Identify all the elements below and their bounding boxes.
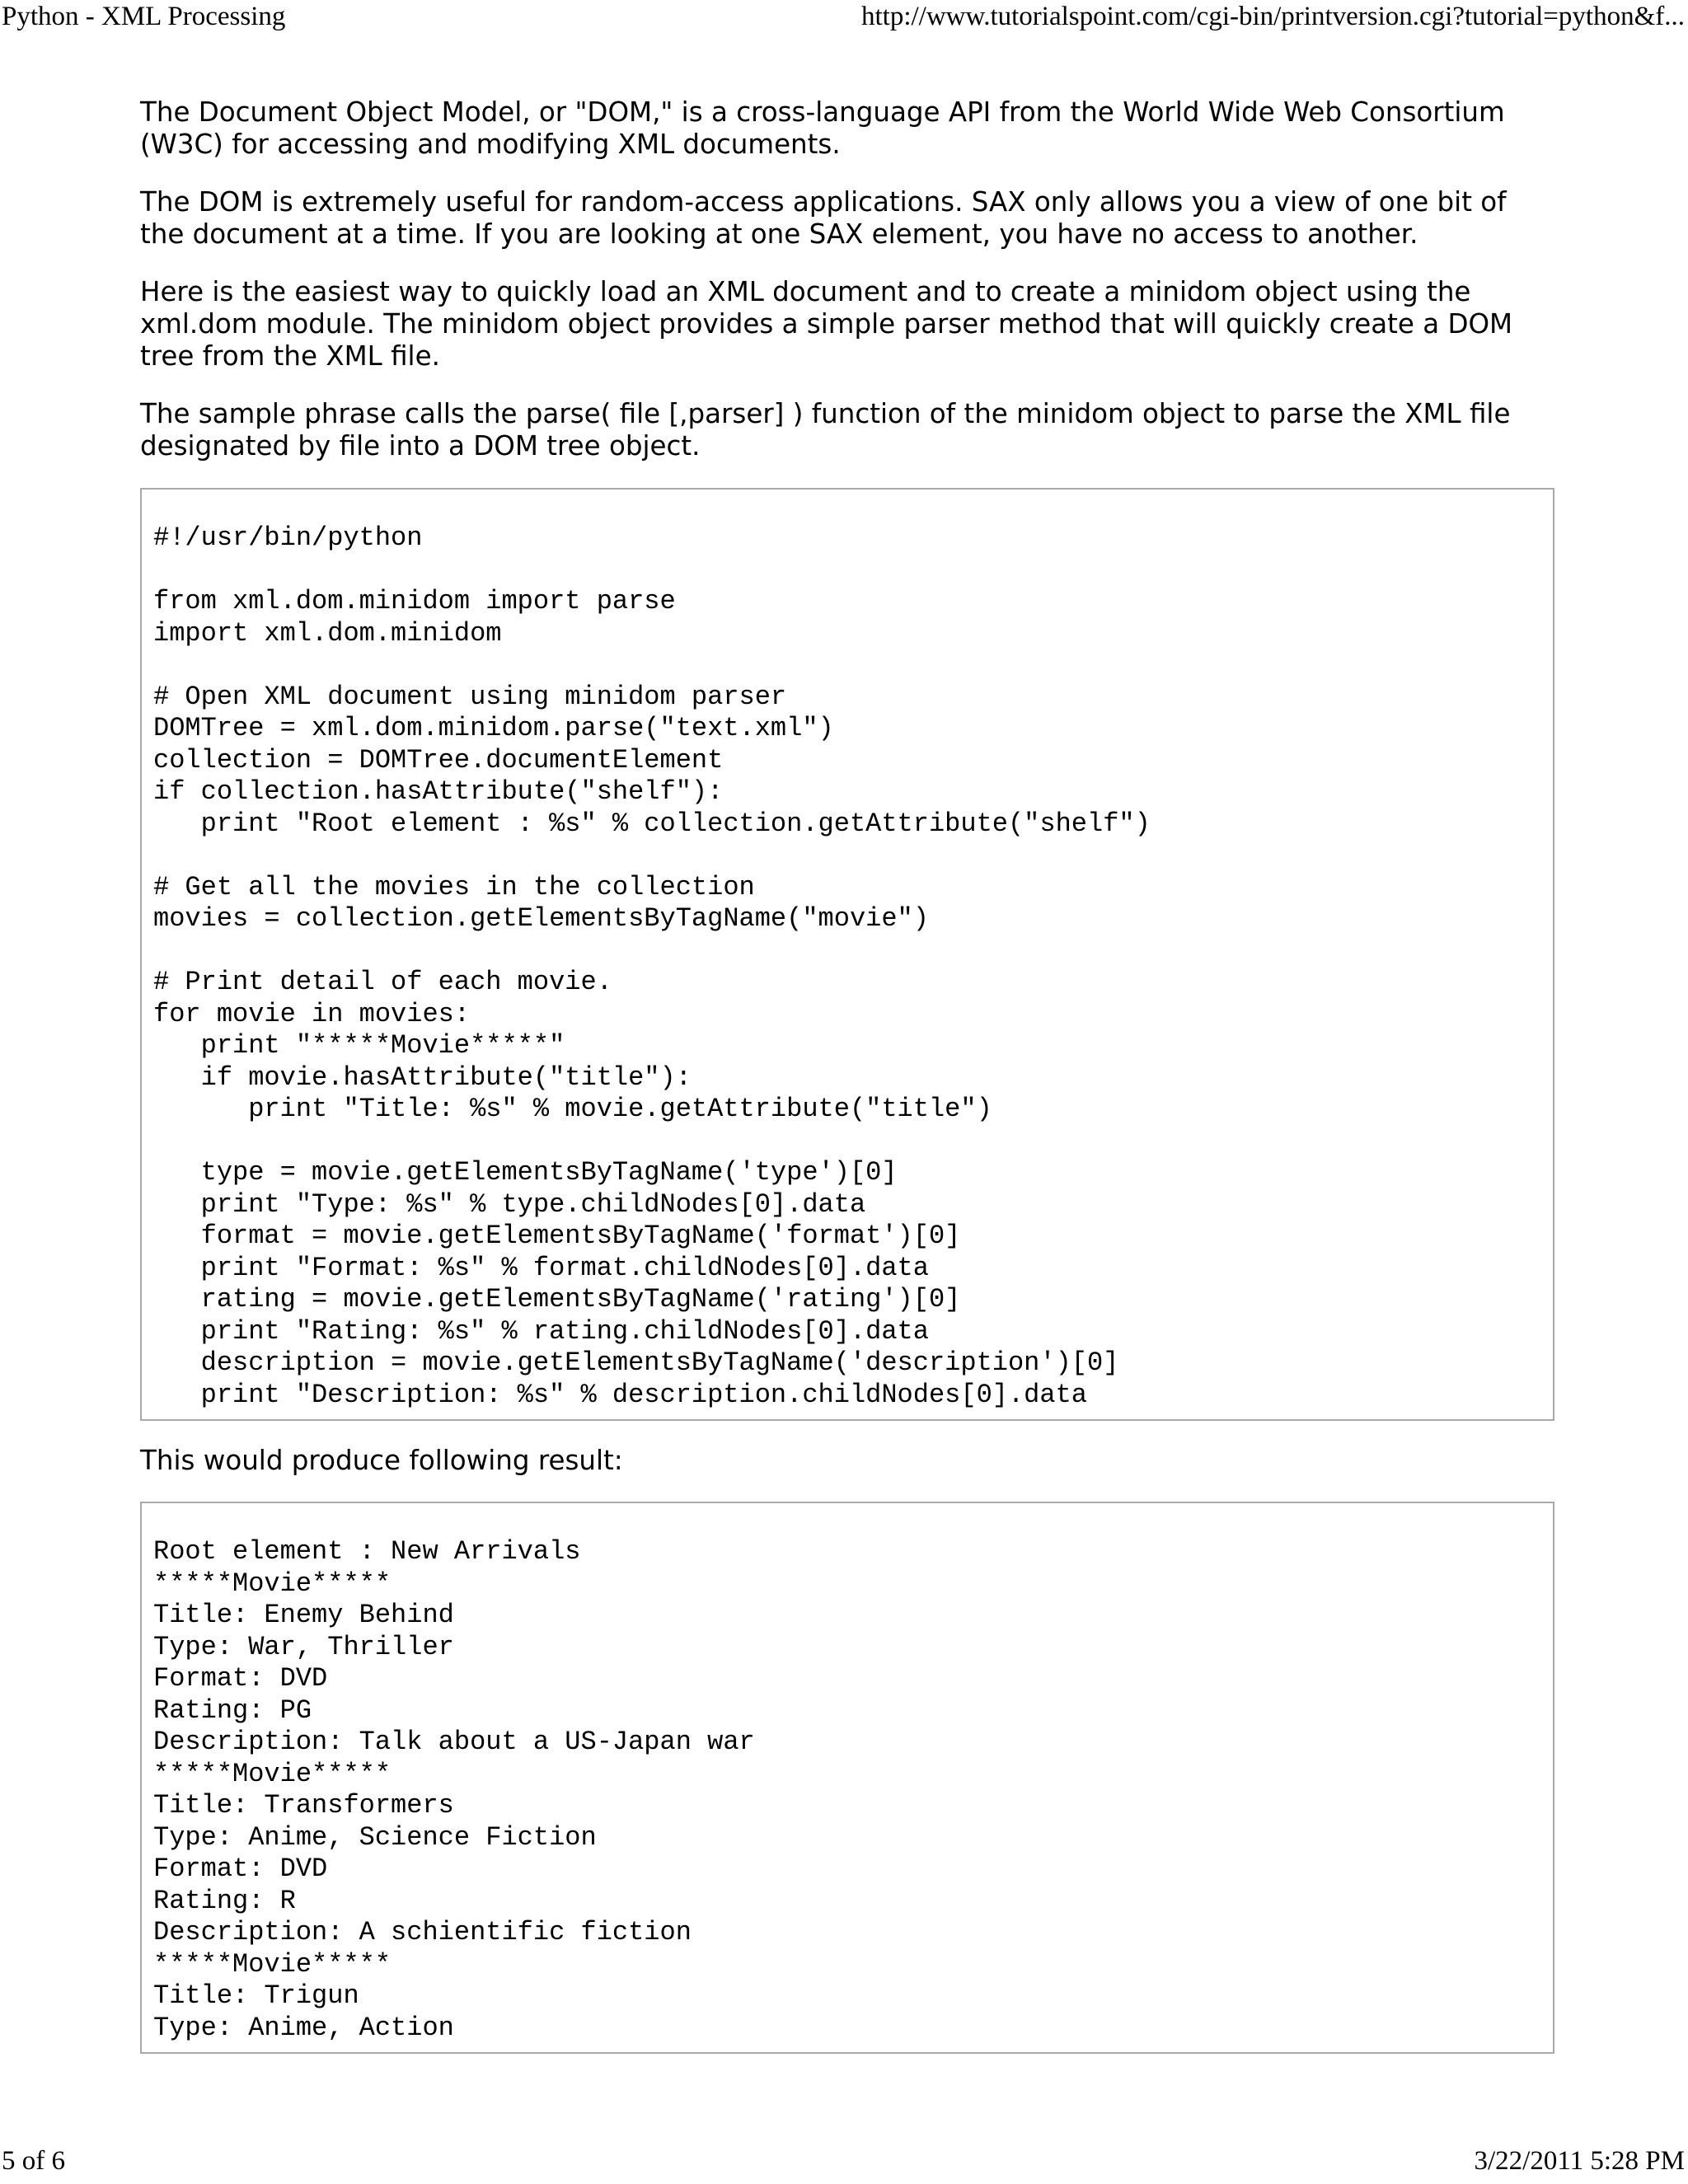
output-block (140, 1502, 1554, 2054)
paragraph-parse-function: The sample phrase calls the parse( file [,parser] ) function of the minidom object to parse the XML file designated by file into a DOM tree object. (140, 398, 1511, 462)
page-url: http://www.tutorialspoint.com/cgi-bin/printversion.cgi?tutorial=python&f... (861, 2, 1685, 31)
paragraph-dom-random-access: The DOM is extremely useful for random-access applications. SAX only allows you a view of one bit of the document at a time. If you are looking at one SAX element, you have no access to another. (140, 186, 1507, 250)
paragraph-minidom-load: Here is the easiest way to quickly load an XML document and to create a minidom object using the xml.dom module. The minidom object provides a simple parser method that will quickly create a DOM tree from the XML file. (140, 276, 1513, 372)
code-block (140, 488, 1554, 1421)
output-listing: Root element : New Arrivals *****Movie***** Title: Enemy Behind Type: War, Thriller Format: DVD Rating: PG Description: Talk about a US-Japan war *****Movie***** Title: Transformers Type: Anime, Science Fiction Format: DVD Rating: R Description: A schientific fiction *****Movie***** Title: Trigun Type: Anime, Action (153, 1536, 755, 2043)
page-number: 5 of 6 (2, 2146, 65, 2176)
result-label: This would produce following result: (140, 1445, 623, 1476)
page-title: Python - XML Processing (2, 2, 286, 31)
print-footer (0, 2144, 1688, 2181)
paragraph-dom-intro: The Document Object Model, or "DOM," is a cross-language API from the World Wide Web Consortium (W3C) for accessing and modifying XML documents. (140, 96, 1505, 160)
document-body (140, 96, 1558, 2078)
print-datetime: 3/22/2011 5:28 PM (1474, 2146, 1685, 2176)
print-header (0, 0, 1688, 36)
code-listing: #!/usr/bin/python from xml.dom.minidom import parse import xml.dom.minidom # Open XML document using minidom parser DOMTree = xml.dom.minidom.parse("text.xml") collection = DOMTree.documentElement if collection.hasAttribute("shelf"): print "Root element : %s" % collection.getAttribute("shelf") # Get all the movies in the collection movies = collection.getElementsByTagName("movie") # Print detail of each movie. for movie in movies: print "*****Movie*****" if movie.hasAttribute("title"): print "Title: %s" % movie.getAttribute("title") type = movie.getElementsByTagName('type')[0] print "Type: %s" % type.childNodes[0].data format = movie.getElementsByTagName('format')[0] print "Format: %s" % format.childNodes[0].data rating = movie.getElementsByTagName('rating')[0] print "Rating: %s" % rating.childNodes[0].data description = movie.getElementsByTagName('description')[0] print "Description: %s" % description.childNodes[0].data (153, 523, 1151, 1410)
